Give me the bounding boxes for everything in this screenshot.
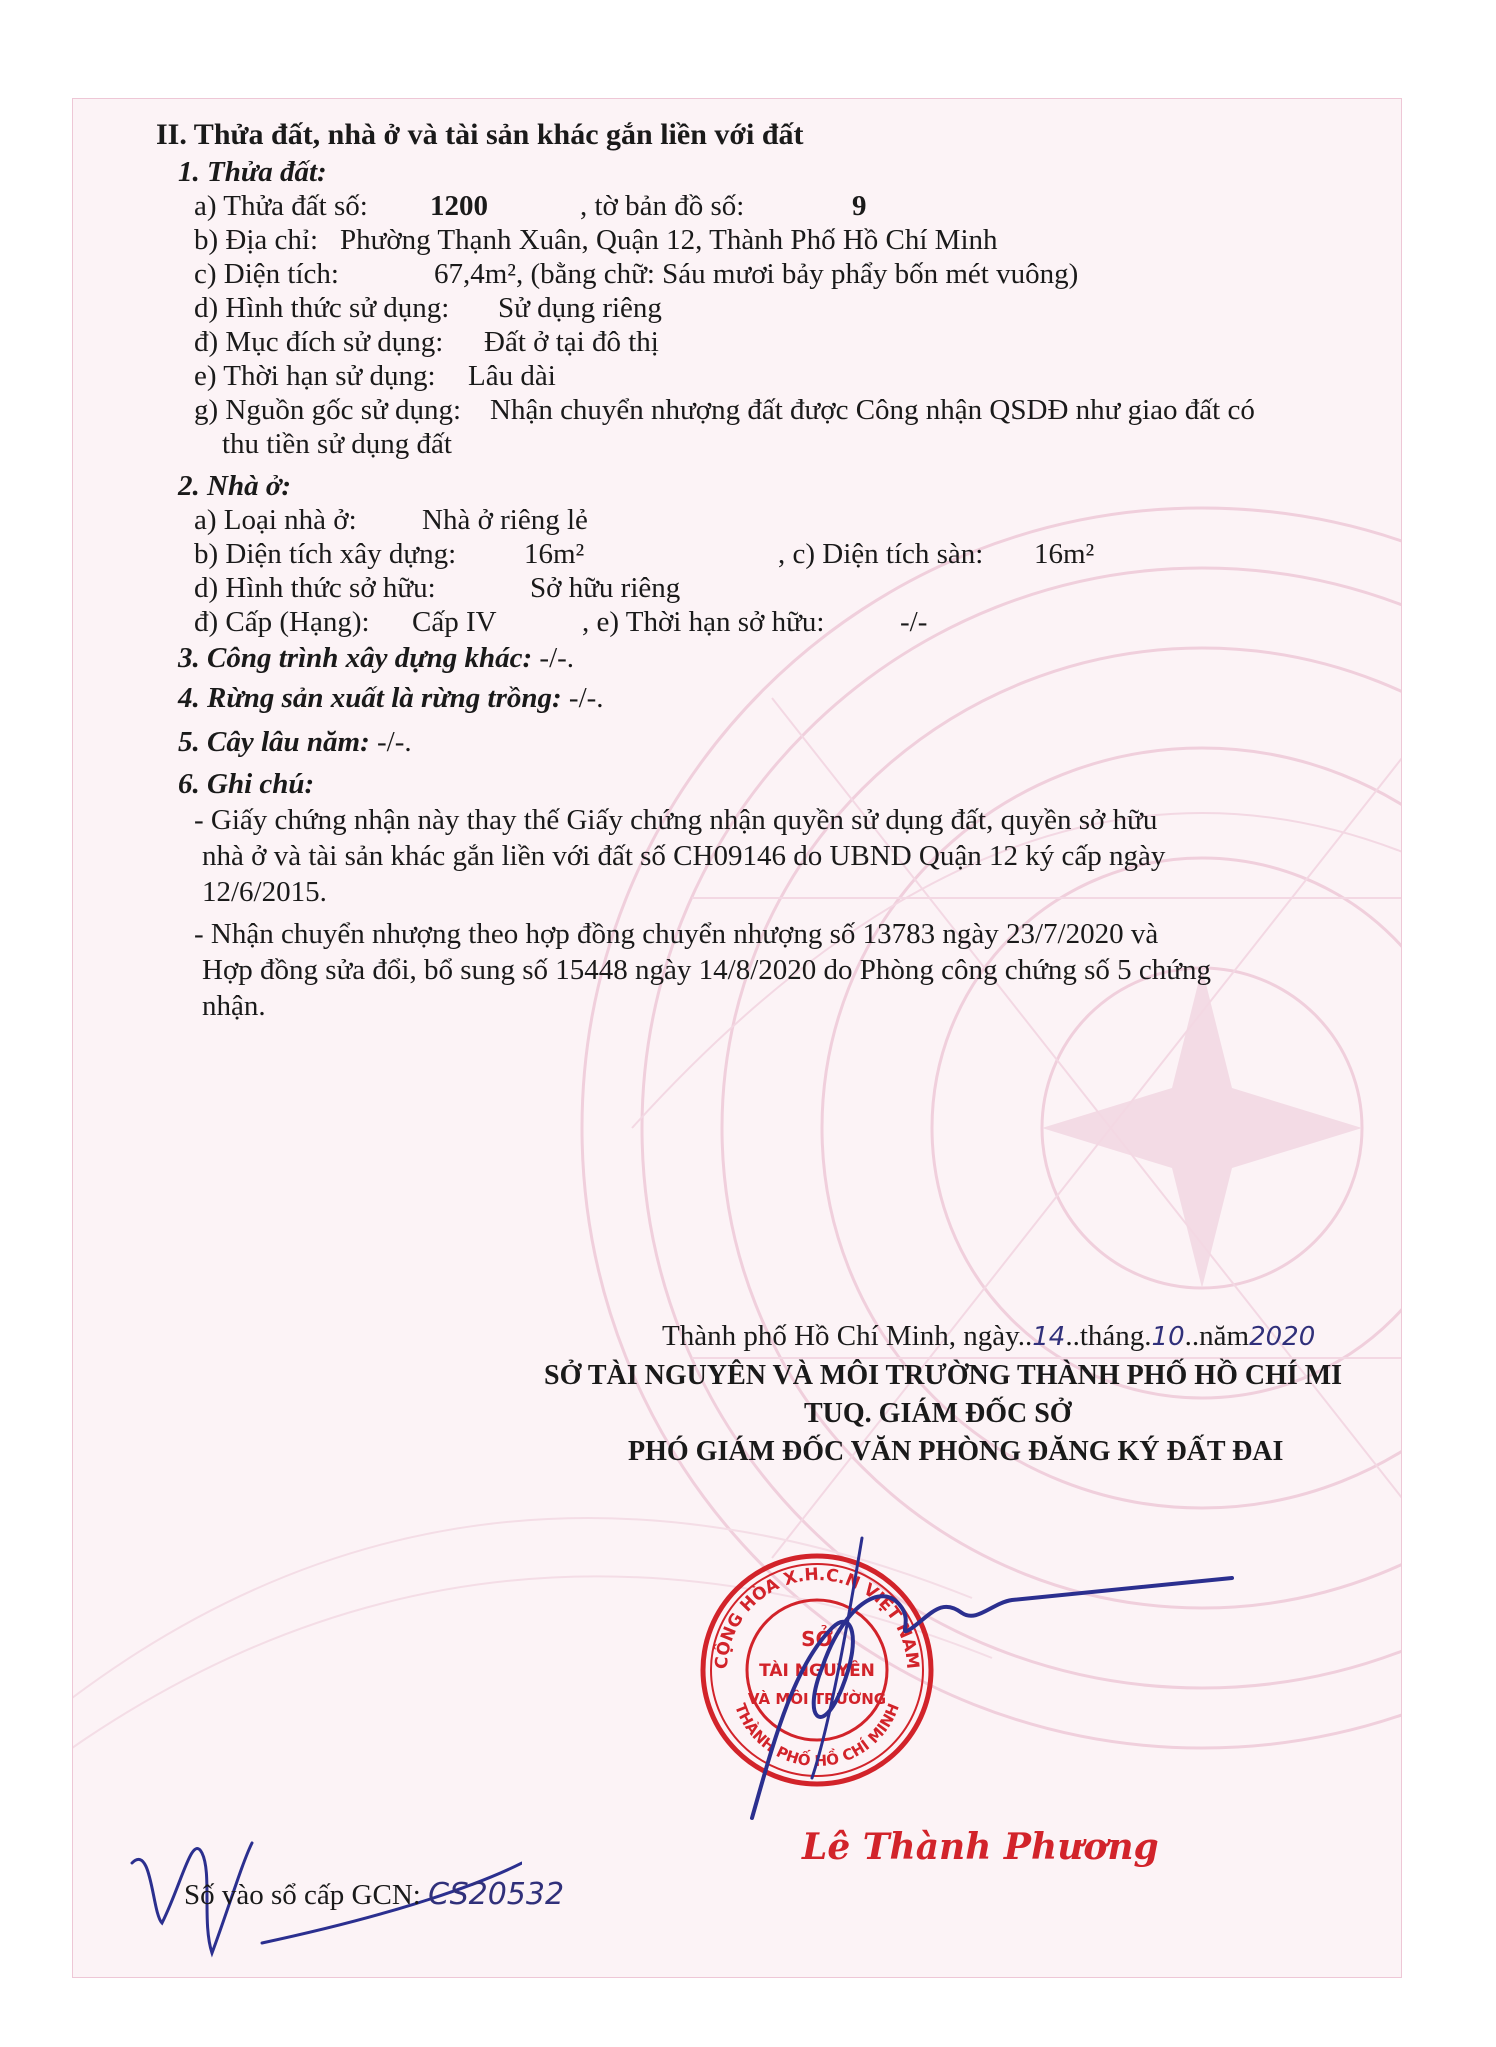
notes-heading: 6. Ghi chú: (178, 768, 315, 800)
land-area-value: 67,4m², (bằng chữ: Sáu mươi bảy phẩy bốn mét vuông) (434, 258, 1079, 290)
registry-value: CS20532 (428, 1877, 565, 1912)
land-heading: 1. Thửa đất: (178, 156, 327, 188)
house-ownership-value: Sở hữu riêng (530, 572, 681, 604)
land-address-value: Phường Thạnh Xuân, Quận 12, Thành Phố Hồ Chí Minh (340, 224, 998, 256)
land-map-value: 9 (852, 190, 867, 222)
house-term-label: , e) Thời hạn sở hữu: (582, 606, 825, 638)
house-build-area-value: 16m² (524, 538, 585, 570)
house-floor-area-label: , c) Diện tích sàn: (778, 538, 984, 570)
stamp-ring-bottom: THÀNH PHỐ HỒ CHÍ MINH (731, 1700, 903, 1771)
notes-line: nhà ở và tài sản khác gắn liền với đất số CH09146 do UBND Quận 12 ký cấp ngày (202, 840, 1166, 872)
house-floor-area-value: 16m² (1034, 538, 1095, 570)
section-title: II. Thửa đất, nhà ở và tài sản khác gắn liền với đất (156, 118, 804, 151)
other-construction (178, 642, 574, 675)
land-use-form-value: Sử dụng riêng (498, 292, 662, 324)
perennial-value: -/-. (377, 726, 412, 758)
notes-line: - Nhận chuyển nhượng theo hợp đồng chuyển nhượng số 13783 ngày 23/7/2020 và (194, 918, 1159, 950)
notes-line: Hợp đồng sửa đổi, bổ sung số 15448 ngày 14/8/2020 do Phòng công chứng số 5 chứng (202, 954, 1211, 986)
certificate-page (72, 98, 1402, 1978)
date-year-label: ..năm (1184, 1320, 1250, 1352)
land-address-label: b) Địa chỉ: (194, 224, 319, 256)
authority-line-2: TUQ. GIÁM ĐỐC SỞ (804, 1398, 1072, 1429)
notes-line: nhận. (202, 990, 266, 1022)
date-month: 10 (1151, 1322, 1185, 1352)
notes-line: - Giấy chứng nhận này thay thế Giấy chứng nhận quyền sử dụng đất, quyền sở hữu (194, 804, 1158, 836)
land-parcel-value: 1200 (430, 190, 488, 222)
land-use-form-label: d) Hình thức sử dụng: (194, 292, 450, 324)
house-type-label: a) Loại nhà ở: (194, 504, 357, 536)
registry-label: Số vào sổ cấp GCN: (184, 1879, 421, 1911)
authority-line-1: SỞ TÀI NGUYÊN VÀ MÔI TRƯỜNG THÀNH PHỐ HỒ CHÍ MI (544, 1360, 1343, 1391)
stamp-inner-1: SỞ (801, 1627, 833, 1651)
land-parcel-label: a) Thửa đất số: (194, 190, 368, 222)
house-type-value: Nhà ở riêng lẻ (422, 504, 588, 536)
stamp-inner-2: TÀI NGUYÊN (759, 1661, 875, 1681)
date-year: 2020 (1249, 1322, 1316, 1352)
issue-date (662, 1320, 1315, 1353)
house-ownership-label: d) Hình thức sở hữu: (194, 572, 436, 604)
land-purpose-label: đ) Mục đích sử dụng: (194, 326, 444, 358)
land-origin-value-2: thu tiền sử dụng đất (222, 428, 452, 460)
date-day: 14 (1032, 1322, 1066, 1352)
house-grade-label: đ) Cấp (Hạng): (194, 606, 370, 638)
land-area-label: c) Diện tích: (194, 258, 339, 290)
forest-heading: 4. Rừng sản xuất là rừng trồng: (178, 682, 562, 714)
forest-value: -/-. (568, 682, 604, 714)
perennial-heading: 5. Cây lâu năm: (178, 726, 370, 758)
house-term-value: -/- (900, 606, 928, 638)
date-dots: .. (1017, 1320, 1033, 1352)
authority-line-3: PHÓ GIÁM ĐỐC VĂN PHÒNG ĐĂNG KÝ ĐẤT ĐAI (628, 1436, 1284, 1467)
land-term-label: e) Thời hạn sử dụng: (194, 360, 436, 392)
other-construction-value: -/-. (539, 642, 575, 674)
land-purpose-value: Đất ở tại đô thị (484, 326, 659, 358)
date-prefix: Thành phố Hồ Chí Minh, ngày (662, 1320, 1018, 1352)
signature (712, 1518, 1272, 1848)
notes-line: 12/6/2015. (202, 876, 327, 908)
house-build-area-label: b) Diện tích xây dựng: (194, 538, 457, 570)
house-grade-value: Cấp IV (412, 606, 497, 638)
land-origin-value-1: Nhận chuyển nhượng đất được Công nhận QSDĐ như giao đất có (490, 394, 1255, 426)
house-heading: 2. Nhà ở: (178, 470, 292, 502)
signer-name: Lê Thành Phương (802, 1826, 1159, 1868)
date-month-label: ..tháng. (1065, 1320, 1152, 1352)
stamp-ring-top: CỘNG HÒA X.H.C.N VIỆT NAM (711, 1564, 923, 1670)
land-term-value: Lâu dài (468, 360, 556, 392)
registry (184, 1878, 564, 1913)
perennial (178, 726, 412, 759)
other-construction-heading: 3. Công trình xây dựng khác: (178, 642, 533, 674)
land-map-label: , tờ bản đồ số: (580, 190, 745, 222)
stamp-inner-3: VÀ MÔI TRƯỜNG (747, 1690, 887, 1708)
forest (178, 682, 604, 715)
land-origin-label: g) Nguồn gốc sử dụng: (194, 394, 462, 426)
